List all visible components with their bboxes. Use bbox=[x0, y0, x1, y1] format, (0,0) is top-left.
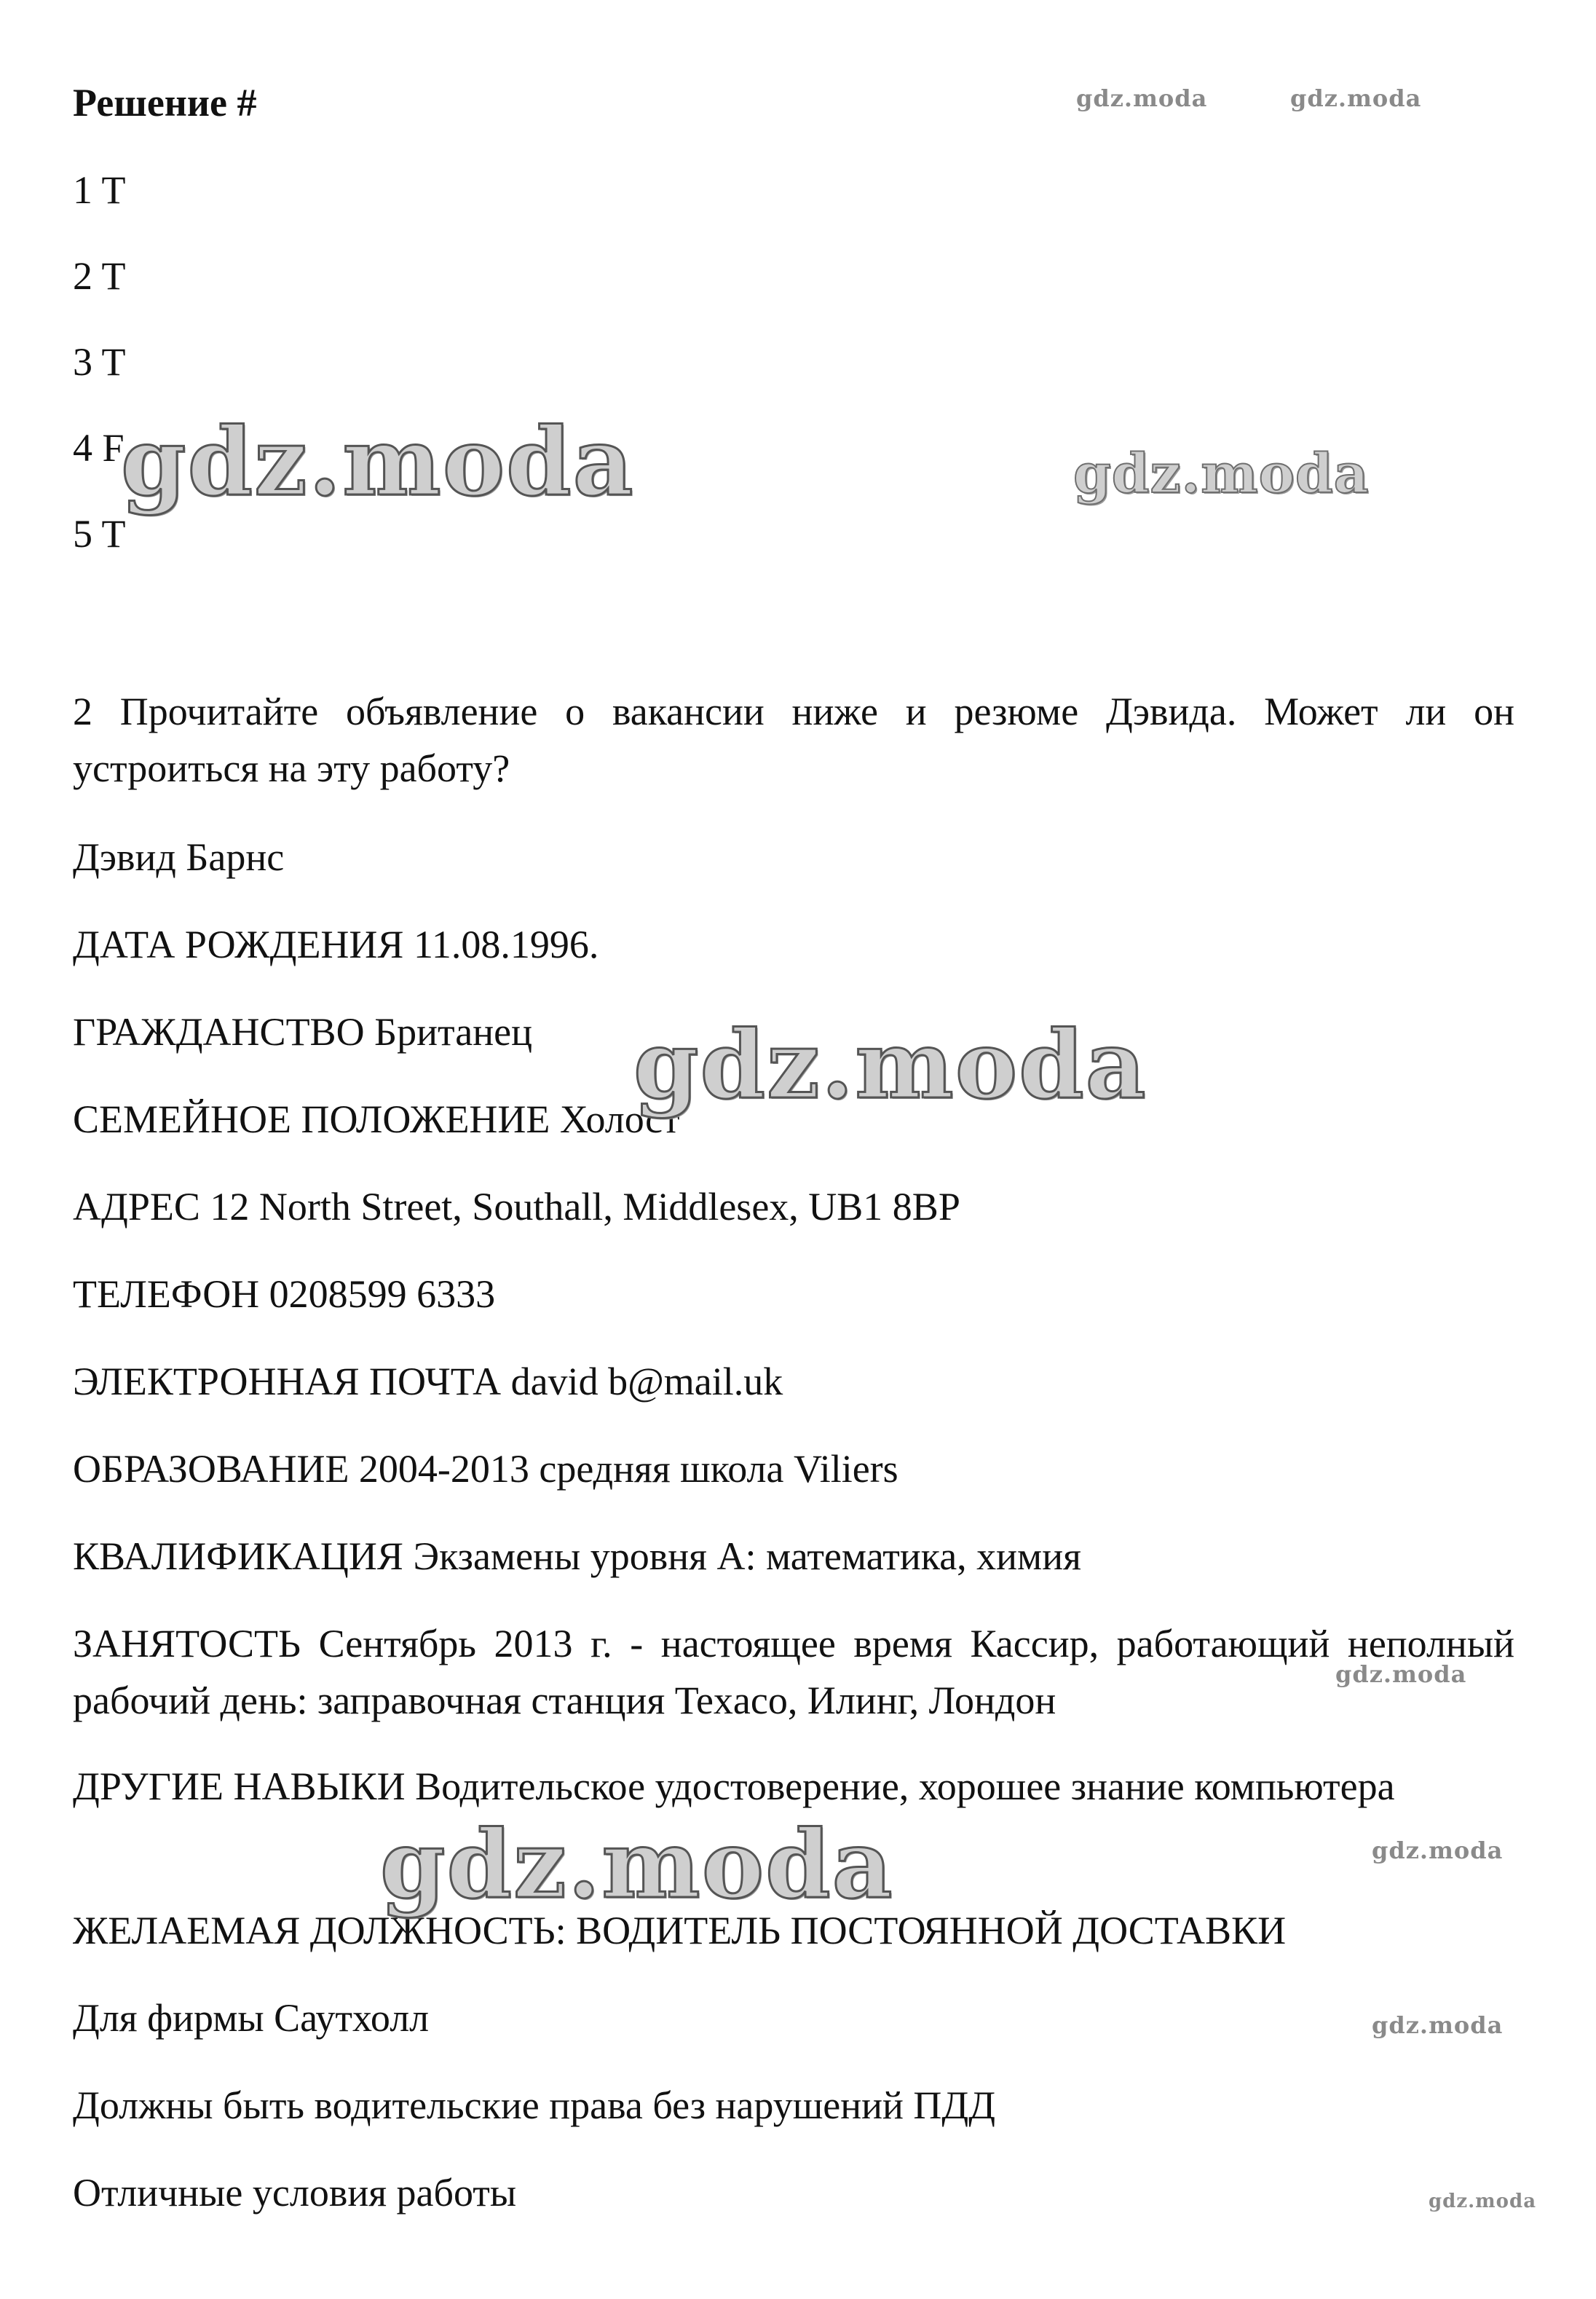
resume-qualifications: КВАЛИФИКАЦИЯ Экзамены уровня А: математика, химия bbox=[73, 1534, 1081, 1578]
vacancy-conditions: Отличные условия работы bbox=[73, 2171, 517, 2215]
resume-other-skills: ДРУГИЕ НАВЫКИ Водительское удостоверение, хорошее знание компьютера bbox=[73, 1764, 1395, 1808]
answer-4: 4 F bbox=[73, 426, 125, 470]
resume-education: ОБРАЗОВАНИЕ 2004-2013 средняя школа Viliers bbox=[73, 1447, 898, 1491]
answer-2: 2 T bbox=[73, 254, 126, 298]
resume-name: Дэвид Барнс bbox=[73, 835, 285, 879]
vacancy-requirement: Должны быть водительские права без нарушений ПДД bbox=[73, 2083, 996, 2127]
watermark-logo: gdz.moda bbox=[121, 408, 635, 517]
resume-desired-position: ЖЕЛАЕМАЯ ДОЛЖНОСТЬ: ВОДИТЕЛЬ ПОСТОЯННОЙ ДОСТАВКИ bbox=[73, 1909, 1287, 1952]
resume-citizenship: ГРАЖДАНСТВО Британец bbox=[73, 1010, 532, 1054]
watermark-logo: gdz.moda bbox=[1335, 1660, 1467, 1688]
solution-heading: Решение # bbox=[73, 81, 257, 125]
resume-marital-status: СЕМЕЙНОЕ ПОЛОЖЕНИЕ Холост bbox=[73, 1097, 680, 1141]
resume-email: ЭЛЕКТРОННАЯ ПОЧТА david b@mail.uk bbox=[73, 1360, 783, 1403]
watermark-logo: gdz.moda bbox=[633, 1011, 1147, 1120]
watermark-logo: gdz.moda bbox=[1290, 84, 1422, 112]
answer-1: 1 T bbox=[73, 168, 126, 212]
vacancy-company: Для фирмы Саутхолл bbox=[73, 1996, 430, 2040]
watermark-logo: gdz.moda bbox=[1372, 1837, 1504, 1864]
resume-employment: ЗАНЯТОСТЬ Сентябрь 2013 г. - настоящее время Кассир, работающий неполный рабочий день: заправочная станция Texaco, Илинг, Лондон bbox=[73, 1622, 1514, 1722]
answer-3: 3 T bbox=[73, 340, 126, 384]
resume-birth-date: ДАТА РОЖДЕНИЯ 11.08.1996. bbox=[73, 923, 599, 966]
task-question: 2 Прочитайте объявление о вакансии ниже и резюме Дэвида. Может ли он устроиться на эту работу? bbox=[73, 690, 1514, 790]
watermark-logo: gdz.moda bbox=[1372, 2011, 1504, 2039]
answer-5: 5 T bbox=[73, 512, 126, 556]
watermark-logo: gdz.moda bbox=[380, 1810, 894, 1920]
watermark-logo: gdz.moda bbox=[1073, 443, 1370, 505]
resume-phone: ТЕЛЕФОН 0208599 6333 bbox=[73, 1272, 496, 1316]
resume-address: АДРЕС 12 North Street, Southall, Middlesex, UB1 8BP bbox=[73, 1185, 960, 1229]
watermark-logo: gdz.moda bbox=[1076, 84, 1208, 112]
watermark-logo: gdz.moda bbox=[1429, 2190, 1537, 2212]
